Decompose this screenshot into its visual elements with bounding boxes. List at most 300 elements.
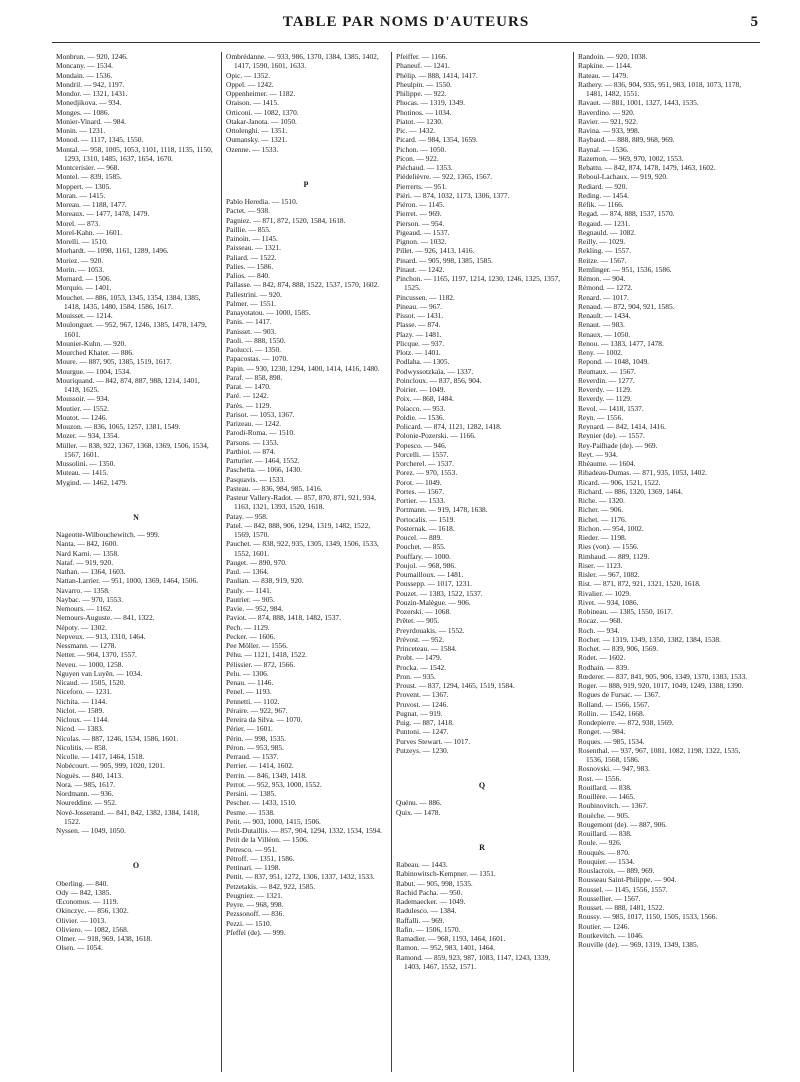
index-entry: Pinard. — 905, 998, 1385, 1585. xyxy=(396,255,493,265)
index-entry: Rafin. — 1506, 1570. xyxy=(396,924,461,934)
index-entry: Roubinovitch. — 1367. xyxy=(578,801,648,811)
index-entry: Monbrun. — 920, 1246. xyxy=(56,52,128,61)
index-entry: Monin. — 1231. xyxy=(56,126,106,135)
index-entry: Péhu. — 1121, 1418, 1522. xyxy=(226,650,308,660)
index-entry: Pezssonoff. — 836. xyxy=(226,909,285,919)
index-entry: Mouriquand. — 842, 874, 887, 988, 1214, 1401, 1418, 1625. xyxy=(56,375,200,394)
index-entry: Richard. — 886, 1320, 1369, 1464. xyxy=(578,486,683,496)
index-entry: Persini. — 1385. xyxy=(226,789,277,798)
index-entry: Razemon. — 969, 970, 1002, 1553. xyxy=(578,153,684,163)
index-entry: Péraire. — 922, 967. xyxy=(226,705,288,715)
index-entry: Pincussen. — 1182. xyxy=(396,292,455,302)
index-entry: Pouffary. — 1000. xyxy=(396,551,451,561)
index-entry: Perrin. — 846, 1349, 1418. xyxy=(226,770,307,780)
index-entry: Reverdy. — 1129. xyxy=(578,385,632,394)
index-entry: Pavie. — 952, 984. xyxy=(226,604,284,613)
section-spacer xyxy=(56,835,216,853)
index-entry: Monedjikova. — 934. xyxy=(56,98,122,108)
index-entry: Revol. — 1418, 1537. xyxy=(578,403,644,413)
index-entry: Paré. — 1242. xyxy=(226,391,269,401)
index-entry: Nicaud. — 1505, 1520. xyxy=(56,678,126,687)
index-entry: Piatot. — 1230. xyxy=(396,116,443,126)
index-entry: Perraud. — 1537. xyxy=(226,752,279,761)
index-entry: Painoin. — 1145. xyxy=(226,234,278,243)
index-entry: Nicolitis. — 858. xyxy=(56,742,108,752)
index-entry: Moulonguet. — 952, 967, 1246, 1385, 1478, 1479, 1601. xyxy=(56,320,207,339)
index-entry: Piéchaud. — 1353. xyxy=(396,163,453,172)
index-entry: Roussy. — 985, 1017, 1150, 1505, 1533, 1566. xyxy=(578,912,718,922)
section-letter: O xyxy=(132,861,140,871)
index-entry: Purves Stewart. — 1017. xyxy=(396,736,471,746)
index-entry: Palies. — 1586. xyxy=(226,261,274,271)
index-entry: Roch. — 934. xyxy=(578,625,620,635)
index-entry: Paillie. — 855. xyxy=(226,224,271,234)
index-entry: Netter. — 904, 1370, 1557. xyxy=(56,650,137,660)
index-entry: Pezzi. — 1510. xyxy=(226,918,272,928)
index-entry: Picard. — 984, 1354, 1659. xyxy=(396,135,478,145)
index-entry: Plotz. — 1401. xyxy=(396,348,441,357)
index-entry: Pescher. — 1433, 1510. xyxy=(226,798,297,808)
index-entry: Mouchet. — 886, 1053, 1345, 1354, 1384, 1385, 1418, 1435, 1480, 1584, 1586, 1617. xyxy=(56,292,201,311)
index-entry: Mondril. — 942, 1197. xyxy=(56,79,125,89)
index-entry: Rhéaume. — 1604. xyxy=(578,459,636,468)
index-entry: Moran. — 1415. xyxy=(56,190,106,200)
index-entry: Pigeaud. — 1537. xyxy=(396,227,450,237)
index-entry: Routier. — 1246. xyxy=(578,921,630,931)
index-entry: Routkevitch. — 1046. xyxy=(578,930,644,940)
section-spacer xyxy=(226,154,386,172)
index-entry: Morel-Kahn. — 1601. xyxy=(56,227,123,237)
index-entry: Ottolenghi. — 1351. xyxy=(226,126,288,135)
index-entry: Petit de la Villéon. — 1506. xyxy=(226,835,309,845)
index-entry: Raynal. — 1536. xyxy=(578,144,629,154)
index-entry: Noguès. — 840, 1413. xyxy=(56,770,123,780)
index-entry: Nageotte-Wilbouchewitch. — 999. xyxy=(56,530,160,539)
index-entry: Moutier. — 1552. xyxy=(56,403,109,413)
index-entry: Réfik. — 1166. xyxy=(578,200,624,209)
index-entry: Paolucci. — 1350. xyxy=(226,345,282,354)
index-entry: Photinos. — 1034. xyxy=(396,107,452,117)
index-entry: Niceforo. — 1231. xyxy=(56,687,112,697)
section-spacer xyxy=(396,817,568,835)
index-entry: Mygind. — 1462, 1479. xyxy=(56,477,128,487)
index-entry: Noureddine. — 952. xyxy=(56,798,117,808)
index-entry: Pruvost. — 1246. xyxy=(396,699,449,709)
index-entry: Pennetti. — 1102. xyxy=(226,696,280,706)
index-entry: Rougemont (de). — 887, 906. xyxy=(578,819,667,829)
index-entry: Reynard. — 842, 1414, 1416. xyxy=(578,422,666,431)
index-entry: Rivalier. — 1029. xyxy=(578,588,631,598)
index-entry: Reumaux. — 1567. xyxy=(578,366,636,376)
index-entry: Piéron. — 1145. xyxy=(396,200,445,209)
index-entry: Raverdino. — 920. xyxy=(578,107,635,117)
index-entry: Poujol. — 968, 986. xyxy=(396,560,456,570)
index-entry: Mondor. — 1321, 1431. xyxy=(56,89,128,98)
index-entry: Nicloux. — 1144. xyxy=(56,715,110,724)
section-spacer xyxy=(56,487,216,505)
index-entry: Polonie-Pozerski. — 1166. xyxy=(396,431,476,441)
index-entry: Ries (von). — 1556. xyxy=(578,542,639,552)
index-entry: Portes. — 1567. xyxy=(396,486,445,496)
index-entry: Nanta. — 842, 1600. xyxy=(56,539,118,549)
section-spacer xyxy=(396,755,568,773)
index-entry: Rouquès. — 870. xyxy=(578,847,630,857)
index-entry: Panisset. — 903. xyxy=(226,326,277,336)
index-entry: Olsen. — 1054. xyxy=(56,943,103,953)
index-entry: Quix. — 1478. xyxy=(396,807,441,817)
index-entry: Popesco. — 946. xyxy=(396,440,447,450)
index-entry: Rist. — 871, 872, 921, 1321, 1520, 1618. xyxy=(578,579,701,589)
index-entry: Pouchet. — 855. xyxy=(396,542,446,552)
index-entry: Nyssen. — 1049, 1050. xyxy=(56,826,126,835)
index-entry: Puntoni. — 1247. xyxy=(396,727,449,737)
index-entry: Penel. — 1193. xyxy=(226,687,272,697)
index-entry: Peyre. — 968, 998. xyxy=(226,900,284,909)
index-entry: Portmann. — 919, 1478, 1638. xyxy=(396,505,488,515)
index-entry: Reding. — 1454. xyxy=(578,190,629,200)
index-entry: Rémond. — 1272. xyxy=(578,283,633,293)
index-entry: Pouzin-Malègue. — 906. xyxy=(396,597,471,607)
index-entry: Pasteur Vallery-Radot. — 857, 870, 871, 921, 934, 1163, 1321, 1393, 1520, 1618. xyxy=(226,493,376,512)
index-entry: Oumansky. — 1321. xyxy=(226,135,288,145)
index-entry: Rediard. — 920. xyxy=(578,181,628,191)
index-entry: Phocas. — 1319, 1349. xyxy=(396,98,465,108)
index-entry: Princeteau. — 1584. xyxy=(396,644,457,653)
index-entry: Parsons. — 1353. xyxy=(226,437,279,447)
index-entry: Pugnat. — 919. xyxy=(396,708,443,718)
index-entry: Rondepierre. — 872, 938, 1569. xyxy=(578,718,674,727)
index-entry: Remlinger. — 951, 1536, 1586. xyxy=(578,264,672,274)
index-entry: Pron. — 935. xyxy=(396,671,436,681)
index-entry: Morelli. — 1510. xyxy=(56,237,108,246)
index-entry: Nové-Josserand. — 841, 842, 1382, 1384, 1418, 1522. xyxy=(56,807,200,826)
index-entry: Rekling. — 1557. xyxy=(578,246,631,256)
index-entry: Ody — 842, 1385. xyxy=(56,887,112,897)
index-entry: Posternak. — 1618. xyxy=(396,523,455,533)
index-entry: Mouzon. — 836, 1065, 1257, 1381, 1549. xyxy=(56,422,181,431)
index-entry: Monod. — 1117, 1345, 1550. xyxy=(56,135,144,145)
index-entry: Pasteau. — 836, 984, 985, 1416. xyxy=(226,483,323,493)
index-entry: Oliviero. — 1082, 1568. xyxy=(56,924,129,934)
index-entry: Roussel. — 1145, 1556, 1557. xyxy=(578,884,668,894)
index-entry: Palmer. — 1551. xyxy=(226,298,277,308)
index-entry: Pecker. — 1606. xyxy=(226,631,276,641)
index-entry: Putzeys. — 1230. xyxy=(396,745,449,755)
index-entry: Robineau. — 1385, 1550, 1617. xyxy=(578,607,673,616)
index-entry: Rollin. — 1542, 1668. xyxy=(578,708,645,718)
index-entry: Müller. — 838, 922, 1367, 1368, 1369, 1506, 1534, 1567, 1601. xyxy=(56,440,209,459)
index-entry: Morquio. — 1401. xyxy=(56,283,112,293)
index-entry: Mouisset. — 1214. xyxy=(56,311,113,320)
index-entry: Ozenne. — 1533. xyxy=(226,144,279,154)
index-entry: Ravina. — 933, 998. xyxy=(578,126,640,135)
index-entry: Pagniez. — 871, 872, 1520, 1584, 1618. xyxy=(226,215,346,225)
index-entry: Monges. — 1086. xyxy=(56,107,110,117)
index-entry: Panayotatou. — 1000, 1585. xyxy=(226,308,311,317)
index-entry: Podlaha. — 1305. xyxy=(396,357,450,367)
index-entry: Parthiot. — 874. xyxy=(226,446,276,456)
index-entry: Nepveux. — 913, 1310, 1464. xyxy=(56,631,146,641)
index-entry: Rosnovski. — 947, 983. xyxy=(578,764,650,774)
index-entry: Parturier. — 1464, 1552. xyxy=(226,456,300,465)
column-divider xyxy=(573,52,574,1072)
index-entry: Pillet. — 926, 1413, 1416. xyxy=(396,246,475,256)
index-entry: Pereira da Silva. — 1070. xyxy=(226,715,303,724)
section-letter: N xyxy=(133,512,139,522)
index-entry: Poussepp. — 1017, 1231. xyxy=(396,579,472,589)
index-entry: Randoin. — 920, 1038. xyxy=(578,52,648,61)
index-entry: Podwyssotzkaïa. — 1337. xyxy=(396,366,474,376)
index-entry: Paraf. — 858, 898. xyxy=(226,372,283,382)
index-entry: Richet. — 1176. xyxy=(578,514,627,524)
index-entry: Moriez. — 920. xyxy=(56,255,104,265)
index-entry: Palios. — 840. xyxy=(226,271,270,280)
index-entry: Plasse. — 874. xyxy=(396,320,441,330)
index-entry: Paliard. — 1522. xyxy=(226,252,277,262)
index-entry: Mornard. — 1506. xyxy=(56,274,112,283)
index-entry: Montcerisier. — 968. xyxy=(56,163,120,172)
index-entry: Puig. — 887, 1418. xyxy=(396,718,454,727)
index-entry: Paulian. — 838, 919, 920. xyxy=(226,576,304,586)
index-entry: Patel. — 842, 888, 906, 1294, 1319, 1482, 1522, 1569, 1570. xyxy=(226,520,371,539)
index-entry: Renou. — 1383, 1477, 1478. xyxy=(578,338,664,348)
index-entry: Ravier. — 921, 922. xyxy=(578,116,638,126)
index-entry: Pineau. — 967. xyxy=(396,301,442,311)
index-entry: Moutot. — 1246. xyxy=(56,412,108,422)
index-entry: Quénu. — 886. xyxy=(396,798,442,808)
index-entry: Procka. — 1542. xyxy=(396,662,447,672)
index-entry: Porot. — 1049. xyxy=(396,477,442,487)
index-entry: Ombrédanne. — 933, 986, 1370, 1384, 1385, 1402, 1417, 1590, 1601, 1633. xyxy=(226,52,379,71)
index-entry: Pierson. — 954. xyxy=(396,218,445,228)
index-entry: Pallestrini. — 920. xyxy=(226,289,282,299)
index-entry: Nobécourt. — 905, 999, 1020, 1201. xyxy=(56,761,165,771)
index-entry: Pelu. — 1306. xyxy=(226,668,269,678)
index-entry: Poldie. — 1536. xyxy=(396,412,445,422)
index-entry: Oppel. — 1242. xyxy=(226,79,274,89)
index-entry: Prêtet. — 905. xyxy=(396,616,440,626)
index-entry: Nguyen van Luyên. — 1034. xyxy=(56,668,143,678)
index-entry: Penau. — 1146. xyxy=(226,678,274,687)
index-entry: Pech. — 1129. xyxy=(226,622,270,632)
index-entry: Panis. — 1417. xyxy=(226,317,272,327)
index-entry: Morel. — 873. xyxy=(56,218,100,228)
index-entry: Moppert. — 1305. xyxy=(56,181,112,191)
index-entry: Richer. — 906. xyxy=(578,505,624,515)
index-entry: Radulesco. — 1384. xyxy=(396,906,457,916)
index-entry: Repond. — 1048, 1049. xyxy=(578,357,650,367)
index-entry: Rolland. — 1566, 1567. xyxy=(578,699,650,709)
index-entry: Perrot. — 952, 953, 1000, 1552. xyxy=(226,779,322,789)
index-entry: Pierrerts. — 951. xyxy=(396,181,447,191)
index-entry: Reboul-Lachaux. — 919, 920. xyxy=(578,172,668,182)
index-entry: Nemours. — 1162. xyxy=(56,604,113,613)
index-entry: Naybac. — 970, 1553. xyxy=(56,594,123,604)
index-entry: Pettit. — 837, 951, 1272, 1306, 1337, 1432, 1533. xyxy=(226,872,375,882)
index-entry: Mozer. — 934, 1354. xyxy=(56,431,120,441)
column-divider xyxy=(221,52,222,1072)
index-entry: Parat. — 1470. xyxy=(226,382,271,391)
index-entry: Ramond. — 859, 923, 987, 1083, 1147, 1243, 1339, 1403, 1467, 1552, 1571. xyxy=(396,952,551,971)
index-entry: Neveu. — 1000, 1258. xyxy=(56,659,124,669)
index-entry: Mondain. — 1536. xyxy=(56,70,113,80)
index-entry: Rieder. — 1198. xyxy=(578,533,627,542)
index-entry: Pozerski. — 1068. xyxy=(396,607,452,616)
index-entry: Reyn. — 1556. xyxy=(578,412,624,422)
index-entry: Portocalis. — 1519. xyxy=(396,514,456,524)
index-entry: Raffalli. — 969. xyxy=(396,915,445,925)
index-entry: Rabeau. — 1443. xyxy=(396,860,448,869)
index-entry: Plicque. — 937. xyxy=(396,338,445,348)
index-entry: Parisot. — 1053, 1367. xyxy=(226,409,295,419)
index-entry: Poix. — 868, 1484. xyxy=(396,394,454,404)
index-entry: Nora. — 985, 1617. xyxy=(56,779,116,789)
index-entry: Pautrier. — 905. xyxy=(226,594,275,604)
index-entry: Rabinowitsch-Kempner. — 1351. xyxy=(396,869,496,879)
header-rule xyxy=(52,42,760,43)
index-entry: Olivier. — 1013. xyxy=(56,915,107,925)
index-entry: Rouquier. — 1534. xyxy=(578,856,635,866)
index-entry: Petresco. — 951. xyxy=(226,844,277,854)
index-entry: Nichita. — 1144. xyxy=(56,696,108,706)
index-entry: Pee Möller. — 1556. xyxy=(226,641,288,650)
index-entry: Pallasse. — 842, 874, 888, 1522, 1537, 1570, 1602. xyxy=(226,280,380,290)
index-entry: Roger. — 888, 919, 920, 1017, 1049, 1249, 1388, 1390. xyxy=(578,681,744,690)
index-entry: Otakar-Janota. — 1050. xyxy=(226,116,297,126)
index-entry: Nemours-Auguste. — 841, 1322. xyxy=(56,613,155,623)
index-entry: Mourgue. — 1004, 1534. xyxy=(56,366,131,376)
index-entry: Pichon. — 1050. xyxy=(396,144,447,154)
index-entry: Rouillard. — 838. xyxy=(578,782,632,792)
index-entry: Papacostas. — 1070. xyxy=(226,354,288,364)
index-entry: Regnauld. — 1082. xyxy=(578,227,636,237)
index-entry: Rouslacroix. — 889, 969. xyxy=(578,866,655,875)
index-entry: Patay. — 958. xyxy=(226,511,268,521)
index-entry: Pic. — 1432. xyxy=(396,126,436,135)
index-entry: Parizeau. — 1242. xyxy=(226,419,282,428)
index-entry: Oberling. — 840. xyxy=(56,878,109,888)
index-entry: Perrier. — 1414, 1602. xyxy=(226,761,294,771)
index-entry: Renaud. — 872, 904, 921, 1585. xyxy=(578,301,675,311)
index-entry: Paviot. — 874, 888, 1418, 1482, 1537. xyxy=(226,613,341,623)
index-entry: Policard. — 874, 1121, 1282, 1418. xyxy=(396,422,502,431)
index-entry: Paul. — 1364. xyxy=(226,567,269,576)
index-entry: Risler. — 967, 1082. xyxy=(578,570,640,579)
index-entry: Regaud. — 1231. xyxy=(578,218,631,228)
index-entry: Poucel. — 889. xyxy=(396,533,442,542)
index-column-3 xyxy=(396,52,568,1072)
index-entry: Roussellier. — 1567. xyxy=(578,893,641,903)
index-entry: Rodhain. — 839. xyxy=(578,662,629,672)
index-entry: Reny. — 1002. xyxy=(578,348,623,357)
index-entry: Rogues de Fursac. — 1367. xyxy=(578,690,661,700)
index-entry: Rosenthal. — 937, 967, 1081, 1082, 1198, 1322, 1535, 1536, 1568, 1586. xyxy=(578,745,741,764)
index-entry: Reverdin. — 1277. xyxy=(578,375,635,385)
index-entry: Nataf. — 919, 920. xyxy=(56,557,114,567)
index-entry: Nessmann. — 1278. xyxy=(56,641,117,650)
index-entry: Petzetakis. — 842, 922, 1585. xyxy=(226,881,316,891)
index-entry: Rebattu. — 842, 874, 1478, 1479, 1463, 1602. xyxy=(578,163,716,172)
index-entry: Pauget. — 890, 970. xyxy=(226,557,287,567)
index-entry: Ramon. — 952, 983, 1401, 1464. xyxy=(396,943,495,953)
page-title: TABLE PAR NOMS D'AUTEURS xyxy=(282,14,530,30)
index-entry: Ribadeau-Dumas. — 871, 935, 1053, 1402. xyxy=(578,468,707,478)
index-entry: Roule. — 926. xyxy=(578,838,622,848)
index-entry: Rademaecker. — 1049. xyxy=(396,897,466,906)
index-entry: Orticoni. — 1082, 1370. xyxy=(226,107,299,117)
index-entry: Pinchon. — 1165, 1197, 1214, 1230, 1246, 1325, 1357, 1525. xyxy=(396,274,561,293)
index-entry: Rocaz. — 968. xyxy=(578,616,623,626)
index-entry: Opic. — 1352. xyxy=(226,70,270,80)
index-entry: Porcelli. — 1557. xyxy=(396,449,449,459)
index-entry: Rœderer. — 837, 841, 905, 906, 1349, 1370, 1383, 1533. xyxy=(578,671,748,681)
index-entry: Pélissier. — 872, 1566. xyxy=(226,659,295,669)
index-entry: Reilly. — 1029. xyxy=(578,237,626,246)
index-entry: Nathan. — 1364, 1603. xyxy=(56,567,126,576)
index-entry: Reyt. — 934. xyxy=(578,449,618,459)
index-entry: Mounier-Kuhn. — 920. xyxy=(56,338,127,348)
index-entry: Paschetta. — 1066, 1430. xyxy=(226,465,302,475)
index-entry: Pheulpin. — 1550. xyxy=(396,79,452,89)
index-entry: Moussoir. — 934. xyxy=(56,394,110,404)
index-entry: Mourched Khater. — 886. xyxy=(56,348,134,357)
index-entry: Paisseau. — 1321. xyxy=(226,243,282,253)
index-entry: Œconomos. — 1119. xyxy=(56,897,119,906)
index-entry: Phaneuf. — 1241. xyxy=(396,61,450,71)
index-entry: Péron. — 953, 985. xyxy=(226,742,284,752)
index-entry: Oppenheimer. — 1182. xyxy=(226,89,296,98)
index-entry: Rousseau Saint-Philippe. — 904. xyxy=(578,875,677,885)
index-entry: Roques. — 985, 1534. xyxy=(578,736,645,746)
index-entry: Portier. — 1533. xyxy=(396,496,446,505)
index-entry: Rouèche. — 905. xyxy=(578,810,630,820)
index-entry: Regad. — 874, 888, 1537, 1570. xyxy=(578,209,675,219)
index-entry: Ricard. — 906, 1521, 1522. xyxy=(578,477,661,487)
index-entry: Rey-Pailhade (de). — 969. xyxy=(578,440,658,450)
index-entry: Poirier. — 1049. xyxy=(396,385,446,394)
index-entry: Pauchet. — 838, 922, 935, 1305, 1349, 1506, 1533, 1552, 1601. xyxy=(226,539,379,558)
index-entry: Rabut. — 905, 998, 1535. xyxy=(396,878,473,888)
index-entry: Pesme. — 1538. xyxy=(226,807,275,817)
index-entry: Parès. — 1129. xyxy=(226,400,272,410)
index-entry: Philippe. — 922. xyxy=(396,89,447,98)
index-entry: Petit-Dutaillis. — 857, 904, 1294, 1332, 1534, 1594. xyxy=(226,826,383,835)
index-entry: Rouillard. — 838. xyxy=(578,829,632,838)
index-entry: Rouillère. — 1465. xyxy=(578,792,636,801)
index-entry: Monier-Vinard. — 984. xyxy=(56,116,127,126)
index-entry: Pétroff. — 1351, 1586. xyxy=(226,853,295,863)
index-entry: Pinaut. — 1242. xyxy=(396,264,445,274)
index-entry: Moncany. — 1534. xyxy=(56,61,113,71)
index-entry: Nicod. — 1383. xyxy=(56,724,104,734)
index-entry: Rost. — 1556. xyxy=(578,773,622,783)
index-entry: Rivet. — 934, 1086. xyxy=(578,597,639,607)
index-entry: Renaux. — 1050. xyxy=(578,329,631,339)
index-entry: Montal. — 958, 1005, 1053, 1101, 1118, 1135, 1150, 1293, 1310, 1485, 1637, 1654, 1670. xyxy=(56,144,213,163)
index-entry: Rouville (de). — 969, 1319, 1349, 1385. xyxy=(578,940,699,949)
index-entry: Rathery. — 836, 904, 935, 951, 983, 1018, 1073, 1178, 1481, 1482, 1551. xyxy=(578,79,742,98)
index-entry: Morhardt. — 1098, 1161, 1289, 1496. xyxy=(56,246,169,256)
section-letter: Q xyxy=(478,781,486,790)
index-entry: Reynier (de). — 1557. xyxy=(578,431,645,441)
index-entry: Rochet. — 839, 906, 1569. xyxy=(578,644,659,653)
index-entry: Montel. — 839, 1585. xyxy=(56,172,122,182)
index-entry: Petit. — 903, 1000, 1415, 1506. xyxy=(226,816,321,826)
index-entry: Probt. — 1479. xyxy=(396,653,442,663)
column-divider xyxy=(391,52,392,1072)
index-entry: Oraison. — 1415. xyxy=(226,98,279,108)
index-entry: Pauly. — 1141. xyxy=(226,585,272,595)
